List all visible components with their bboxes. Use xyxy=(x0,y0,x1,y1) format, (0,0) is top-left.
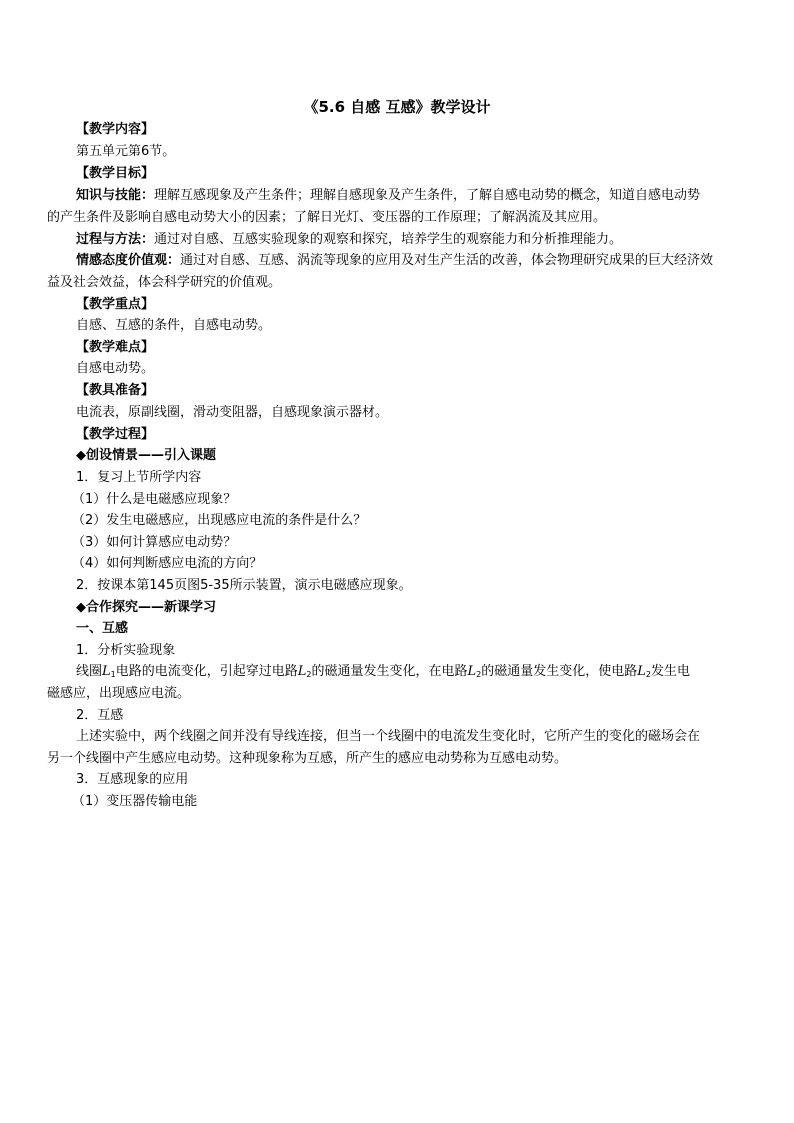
goal-knowledge-label: 知识与技能： xyxy=(76,188,155,203)
mutual-induction-line1: 上述实验中，两个线圈之间并没有导线连接，但当一个线圈中的电流发生变化时，它所产生的变化的磁场会在 xyxy=(76,729,701,744)
tools-text: 电流表，原副线圈，滑动变阻器，自感现象演示器材。 xyxy=(76,405,389,420)
part1-question2: （2）发生电磁感应，出现感应电流的条件是什么？ xyxy=(72,513,367,528)
symbol-L2a: L xyxy=(297,664,307,679)
part1-question1: （1）什么是电磁感应现象？ xyxy=(72,492,237,507)
part1-question4: （4）如何判断感应电流的方向？ xyxy=(72,556,263,571)
symbol-L1-sub: 1 xyxy=(110,670,116,679)
symbol-L2c-sub: 2 xyxy=(645,670,651,679)
symbol-L1: L xyxy=(102,664,111,679)
para-text-a: 线圈 xyxy=(76,664,103,679)
goal-process-label: 过程与方法： xyxy=(76,232,155,247)
section1-heading: 一、互感 xyxy=(76,621,129,636)
section-heading-process: 【教学过程】 xyxy=(76,427,155,442)
part1-item1: 1．复习上节所学内容 xyxy=(76,470,202,485)
section1-item2: 2．互感 xyxy=(76,708,124,723)
section-heading-tools: 【教具准备】 xyxy=(76,383,155,398)
goal-attitude-line2: 益及社会效益，体会科学研究的价值观。 xyxy=(47,275,282,290)
section1-item1: 1．分析实验现象 xyxy=(76,643,176,658)
section-heading-content: 【教学内容】 xyxy=(76,122,155,137)
part1-heading: ◆创设情景——引入课题 xyxy=(76,448,216,463)
section1-paragraph-line2: 磁感应，出现感应电流。 xyxy=(47,686,191,701)
symbol-L2b-sub: 2 xyxy=(476,670,482,679)
goal-process-line xyxy=(76,229,622,250)
para-text-d: 的磁通量发生变化，使电路 xyxy=(481,664,638,679)
document-title: 《5.6 自感 互感》教学设计 xyxy=(303,98,491,116)
goal-attitude-text: 通过对自感、互感、涡流等现象的应用及对生产生活的改善，体会物理研究成果的巨大经济效 xyxy=(180,253,714,268)
section-heading-difficulty: 【教学难点】 xyxy=(76,340,155,355)
section1-item3-sub1: （1）变压器传输电能 xyxy=(72,794,198,809)
para-text-b: 电路的电流变化，引起穿过电路 xyxy=(115,664,298,679)
symbol-L2a-sub: 2 xyxy=(306,670,312,679)
part1-question3: （3）如何计算感应电动势？ xyxy=(72,535,237,550)
section1-item3: 3．互感现象的应用 xyxy=(76,772,189,787)
section1-paragraph-line1 xyxy=(76,661,690,685)
key-text: 自感、互感的条件，自感电动势。 xyxy=(76,318,272,333)
content-text: 第五单元第6节。 xyxy=(76,144,176,159)
symbol-L2b: L xyxy=(467,664,477,679)
goal-knowledge-line1 xyxy=(76,185,700,206)
goal-process-text: 通过对自感、互感实验现象的观察和探究，培养学生的观察能力和分析推理能力。 xyxy=(154,232,623,247)
part1-item2: 2．按课本第145页图5-35所示装置，演示电磁感应现象。 xyxy=(76,578,412,593)
mutual-induction-line2: 另一个线圈中产生感应电动势。这种现象称为互感，所产生的感应电动势称为互感电动势。 xyxy=(47,751,568,766)
goal-knowledge-text: 理解互感现象及产生条件；理解自感现象及产生条件，了解自感电动势的概念，知道自感电动势 xyxy=(154,188,701,203)
section-heading-goals: 【教学目标】 xyxy=(76,166,155,181)
symbol-L2c: L xyxy=(637,664,646,679)
para-text-e: 发生电 xyxy=(651,664,691,679)
part2-heading: ◆合作探究——新课学习 xyxy=(76,600,216,615)
goal-attitude-line1 xyxy=(76,250,713,271)
para-text-c: 的磁通量发生变化，在电路 xyxy=(311,664,468,679)
difficulty-text: 自感电动势。 xyxy=(76,361,155,376)
goal-knowledge-line2: 的产生条件及影响自感电动势大小的因素；了解日光灯、变压器的工作原理；了解涡流及其应用。 xyxy=(47,210,607,225)
goal-attitude-label: 情感态度价值观： xyxy=(76,253,181,268)
section-heading-key: 【教学重点】 xyxy=(76,297,155,312)
